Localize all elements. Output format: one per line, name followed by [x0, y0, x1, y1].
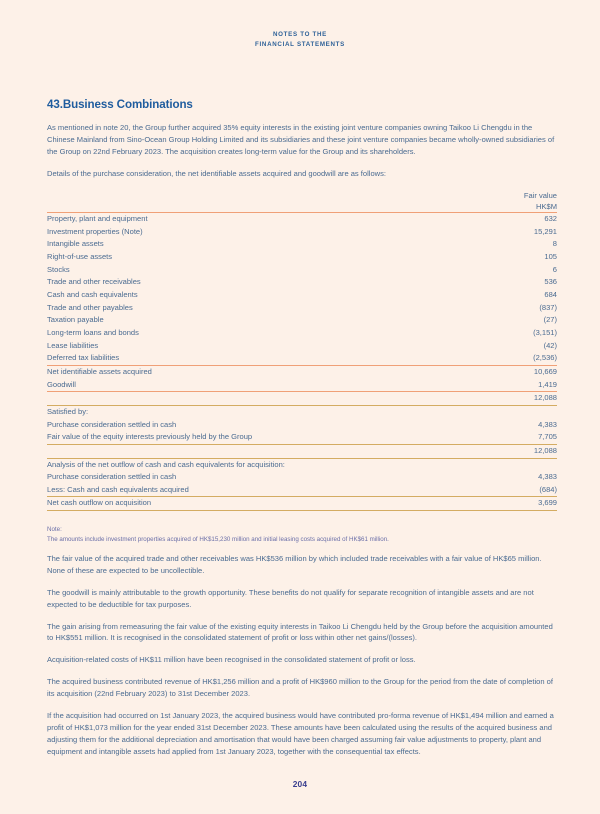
row-label: Analysis of the net outflow of cash and cash equivalents for acquisition:	[47, 459, 285, 469]
row-label: Trade and other payables	[47, 302, 133, 312]
row-value: 3,699	[467, 497, 557, 511]
row-label: Deferred tax liabilities	[47, 353, 120, 363]
paragraph: The goodwill is mainly attributable to the growth opportunity. These benefits do not qualify for separate recognition of intangible assets and are not expected to be deductible for tax purposes.	[47, 587, 534, 609]
table-row-total-consideration	[47, 392, 557, 406]
row-value: 4,383	[538, 419, 557, 429]
row-label: Satisfied by:	[47, 406, 89, 416]
row-value: 8	[552, 239, 557, 249]
table-row	[47, 314, 557, 327]
table-row	[47, 340, 557, 353]
table-row	[47, 238, 557, 251]
note-label: Note:	[47, 526, 62, 534]
row-label: Taxation payable	[47, 315, 104, 325]
row-value: 6	[552, 264, 557, 274]
table-row-net-identifiable	[47, 365, 557, 378]
paragraph: Acquisition-related costs of HK$11 million have been recognised in the consolidated statement of profit or loss.	[47, 655, 416, 665]
row-label: Intangible assets	[47, 239, 104, 249]
paragraph: The gain arising from remeasuring the fair value of the existing equity interests in Taikoo Li Chengdu held by the Group before the acquisition amounted to HK$551 million. It is recognised in the consolidated statement of profit or loss within other net gains/(losses).	[47, 621, 553, 643]
row-value: 10,669	[467, 365, 557, 378]
row-value: 7,705	[538, 432, 557, 442]
running-header-line-2: FINANCIAL STATEMENTS	[255, 40, 345, 48]
table-row	[47, 226, 557, 239]
table-row	[47, 431, 557, 444]
row-label: Investment properties (Note)	[47, 226, 143, 236]
row-value: 12,088	[467, 392, 557, 406]
row-label: Fair value of the equity interests previously held by the Group	[47, 432, 253, 442]
table-row	[47, 213, 557, 226]
row-label: Long-term loans and bonds	[47, 327, 139, 337]
table-row	[47, 352, 557, 365]
row-label: Property, plant and equipment	[47, 213, 467, 226]
row-value: (684)	[539, 484, 557, 494]
running-header-line-1: NOTES TO THE	[272, 31, 327, 38]
paragraph: The fair value of the acquired trade and other receivables was HK$536 million by which included trade receivables with a fair value of HK$65 million. None of these are expected to be uncollectible.	[47, 553, 542, 575]
table-row	[47, 419, 557, 432]
running-header	[0, 30, 600, 49]
row-label: Net cash outflow on acquisition	[47, 497, 467, 511]
table-row	[47, 251, 557, 264]
page-number: 204	[292, 779, 308, 789]
row-value: (3,151)	[533, 327, 557, 337]
paragraph: If the acquisition had occurred on 1st January 2023, the acquired business would have contributed pro-forma revenue of HK$1,494 million and earned a profit of HK$1,073 million for the year ended 31st December 2023. These amounts have been calculated using the results of the acquired business and adjusting them for the additional depreciation and amortisation that would have been charged assuming fair value adjustments to property, plant and equipment and intangible assets had applied from 1st January 2023, together with the consequential tax effects.	[47, 711, 554, 756]
business-combinations-table	[47, 190, 557, 512]
row-value: (42)	[543, 340, 557, 350]
row-value: (837)	[539, 302, 557, 312]
table-row	[47, 276, 557, 289]
note-block	[47, 525, 557, 544]
page-title: 43.Business Combinations	[47, 98, 193, 111]
paragraph: The acquired business contributed revenue of HK$1,256 million and a profit of HK$960 million to the Group for the period from the date of completion of its acquisition (22nd February 2023) to 31st December 2023.	[47, 677, 553, 699]
table-row	[47, 471, 557, 484]
row-label: Cash and cash equivalents	[47, 289, 138, 299]
row-value: 105	[544, 252, 557, 261]
row-value: 4,383	[538, 472, 557, 482]
table-row-analysis-label	[47, 458, 557, 471]
row-value: 15,291	[533, 226, 557, 236]
table-row-satisfied-by-label	[47, 405, 557, 418]
table-row-analysis-total	[47, 497, 557, 511]
table-body	[47, 190, 557, 511]
table-row	[47, 327, 557, 340]
row-label: Purchase consideration settled in cash	[47, 472, 177, 482]
row-value: 1,419	[538, 379, 557, 389]
row-value: (27)	[543, 315, 557, 325]
note-text: The amounts include investment properties acquired of HK$15,230 million and initial leasing costs acquired of HK$61 million.	[47, 535, 389, 543]
row-label: Lease liabilities	[47, 340, 99, 350]
column-header-row-1	[47, 190, 557, 201]
closing-paragraphs	[47, 553, 557, 758]
row-value	[467, 405, 557, 418]
column-header-row-2	[47, 201, 557, 213]
table-row-goodwill	[47, 379, 557, 392]
row-value: (2,536)	[533, 353, 557, 363]
table-row	[47, 289, 557, 302]
row-value: 684	[544, 289, 557, 299]
row-label: Stocks	[47, 264, 70, 274]
row-label	[47, 444, 467, 458]
content-column	[47, 98, 557, 758]
row-label: Goodwill	[47, 379, 76, 389]
column-header-spacer-1	[47, 190, 467, 201]
table-row-satisfied-by-total	[47, 444, 557, 458]
row-label: Less: Cash and cash equivalents acquired	[47, 484, 189, 494]
column-header-fair-value: Fair value	[523, 190, 557, 200]
column-header-unit: HK$M	[536, 201, 557, 211]
row-label: Right-of-use assets	[47, 252, 113, 261]
row-value: 12,088	[467, 444, 557, 458]
row-label: Trade and other receivables	[47, 277, 141, 287]
row-value: 536	[544, 277, 557, 287]
row-value	[467, 458, 557, 471]
table-lead-in: Details of the purchase consideration, the net identifiable assets acquired and goodwill are as follows:	[47, 168, 386, 178]
row-value: 632	[467, 213, 557, 226]
row-label	[47, 392, 467, 406]
intro-paragraph: As mentioned in note 20, the Group further acquired 35% equity interests in the existing joint venture companies owning Taikoo Li Chengdu in the Chinese Mainland from Sino-Ocean Group Holding Limited and its subsidiaries and these joint venture companies became wholly-owned subsidiaries of the Group on 22nd February 2023. The acquisition creates long-term value for the Group and its shareholders.	[47, 123, 555, 156]
row-label: Net identifiable assets acquired	[47, 365, 467, 378]
table-row	[47, 264, 557, 277]
column-header-spacer-2	[47, 201, 467, 213]
table-row	[47, 484, 557, 497]
row-label: Purchase consideration settled in cash	[47, 419, 177, 429]
table-row	[47, 302, 557, 315]
